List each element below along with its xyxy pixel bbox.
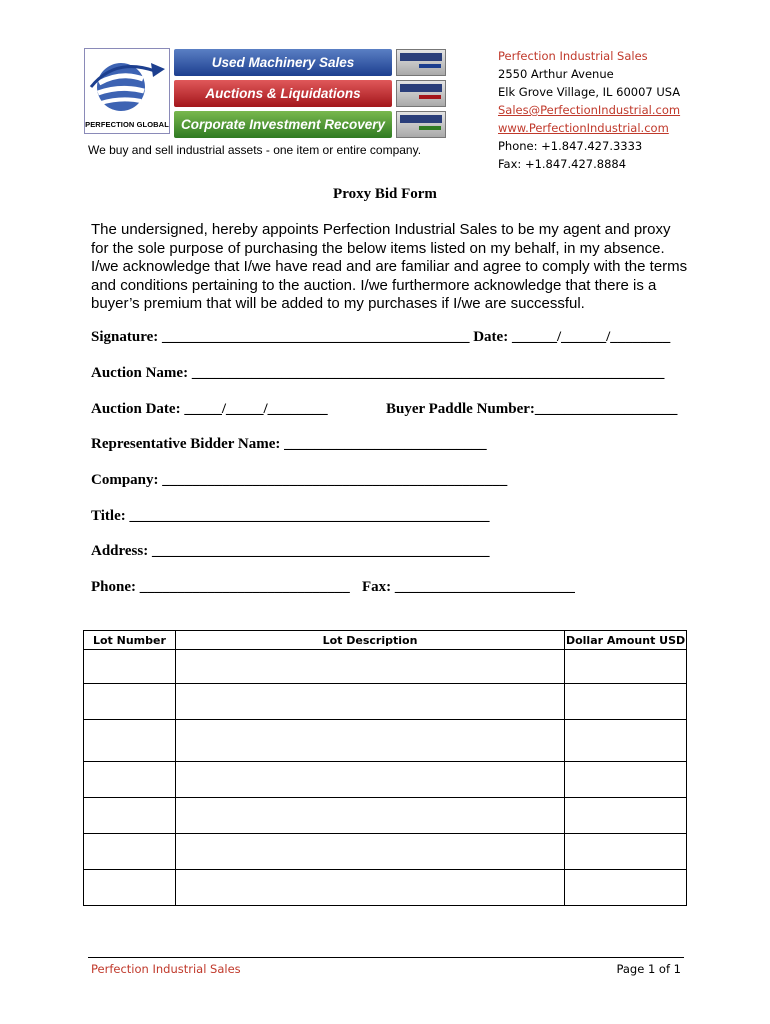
auction-name-field[interactable]: Auction Name: _______________________________________________________________ — [91, 365, 665, 381]
dollar-amount-cell[interactable] — [565, 720, 687, 762]
dollar-amount-cell[interactable] — [565, 762, 687, 798]
form-title: Proxy Bid Form — [333, 186, 437, 202]
phone-field[interactable]: Phone: ____________________________ — [91, 579, 350, 595]
company-street: 2550 Arthur Avenue — [498, 67, 614, 81]
company-email-link[interactable]: Sales@PerfectionIndustrial.com — [498, 103, 681, 117]
logo-caption: PERFECTION GLOBAL — [85, 120, 169, 129]
lot-number-cell[interactable] — [84, 650, 176, 684]
table-row — [84, 720, 687, 762]
address-field[interactable]: Address: _____________________________________________ — [91, 543, 490, 559]
dollar-amount-cell[interactable] — [565, 684, 687, 720]
company-field[interactable]: Company: ______________________________________________ — [91, 472, 508, 488]
dollar-amount-cell[interactable] — [565, 834, 687, 870]
dollar-amount-cell[interactable] — [565, 798, 687, 834]
table-row — [84, 798, 687, 834]
title-field[interactable]: Title: ________________________________________________ — [91, 508, 490, 524]
banner-investment-recovery: Corporate Investment Recovery — [174, 111, 392, 138]
lot-number-cell[interactable] — [84, 834, 176, 870]
banner-thumbnail-1 — [396, 49, 446, 76]
lot-description-cell[interactable] — [175, 834, 564, 870]
dollar-amount-cell[interactable] — [565, 870, 687, 906]
company-website-link[interactable]: www.PerfectionIndustrial.com — [498, 121, 669, 135]
buyer-paddle-field[interactable]: Buyer Paddle Number:___________________ — [386, 401, 678, 417]
company-name: Perfection Industrial Sales — [498, 49, 648, 63]
table-row — [84, 870, 687, 906]
intro-paragraph: The undersigned, hereby appoints Perfection Industrial Sales to be my agent and proxy for the sole purpose of purchasing the below items listed on my behalf, in my absence. I/we acknowledge that I/we have read and are familiar and agree to comply with the terms and conditions pertaining to the auction. I/we furthermore acknowledge that there is a buyer’s premium that will be added to my purchases if I/we are successful. — [91, 221, 688, 312]
table-row — [84, 834, 687, 870]
lot-number-cell[interactable] — [84, 870, 176, 906]
table-row — [84, 684, 687, 720]
banner-used-machinery: Used Machinery Sales — [174, 49, 392, 76]
header-lot-number: Lot Number — [84, 631, 176, 650]
header-lot-description: Lot Description — [175, 631, 564, 650]
footer-company: Perfection Industrial Sales — [91, 962, 241, 976]
fax-field[interactable]: Fax: ________________________ — [362, 579, 575, 595]
banner-thumbnail-2 — [396, 80, 446, 107]
lot-number-cell[interactable] — [84, 684, 176, 720]
company-phone: Phone: +1.847.427.3333 — [498, 139, 643, 153]
company-logo — [84, 48, 170, 134]
table-row — [84, 650, 687, 684]
lot-number-cell[interactable] — [84, 720, 176, 762]
lot-description-cell[interactable] — [175, 650, 564, 684]
lot-description-cell[interactable] — [175, 798, 564, 834]
header-dollar-amount: Dollar Amount USD — [565, 631, 687, 650]
dollar-amount-cell[interactable] — [565, 650, 687, 684]
tagline: We buy and sell industrial assets - one item or entire company. — [88, 143, 422, 157]
representative-bidder-field[interactable]: Representative Bidder Name: ___________________________ — [91, 436, 487, 452]
lot-description-cell[interactable] — [175, 762, 564, 798]
footer-page-number: Page 1 of 1 — [616, 962, 681, 976]
footer-divider — [88, 957, 684, 958]
auction-date-field[interactable]: Auction Date: _____/_____/________ — [91, 401, 328, 417]
table-header-row — [84, 631, 687, 650]
banner-thumbnail-3 — [396, 111, 446, 138]
lot-table — [83, 630, 687, 906]
lot-number-cell[interactable] — [84, 762, 176, 798]
lot-description-cell[interactable] — [175, 870, 564, 906]
company-city: Elk Grove Village, IL 60007 USA — [498, 85, 681, 99]
lot-description-cell[interactable] — [175, 684, 564, 720]
banner-auctions: Auctions & Liquidations — [174, 80, 392, 107]
signature-date-field[interactable]: Signature: _________________________________________ Date: ______/______/________ — [91, 329, 671, 345]
table-row — [84, 762, 687, 798]
company-info — [498, 47, 680, 173]
lot-description-cell[interactable] — [175, 720, 564, 762]
globe-logo-icon — [85, 49, 171, 121]
company-fax: Fax: +1.847.427.8884 — [498, 157, 627, 171]
lot-number-cell[interactable] — [84, 798, 176, 834]
